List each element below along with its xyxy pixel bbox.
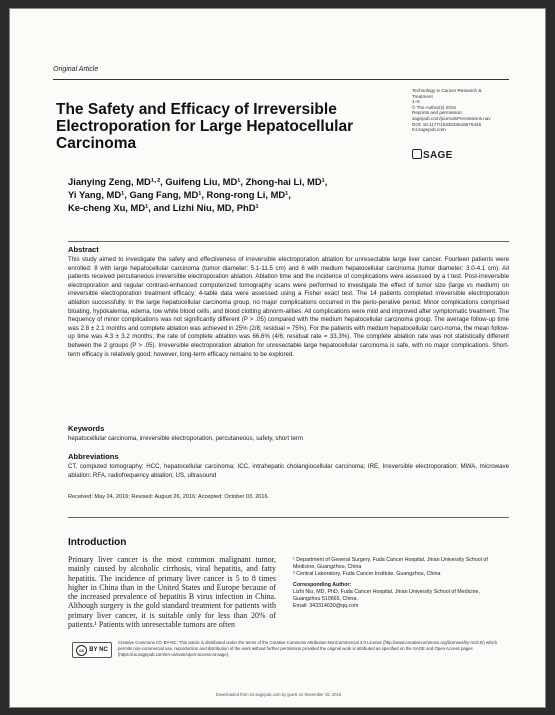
abbreviations-heading: Abbreviations — [68, 452, 119, 461]
cc-circle-icon: cc — [76, 645, 87, 656]
journal-info-line: 1–5 — [412, 99, 420, 105]
corresponding-text: Lizhi Niu, MD, PhD, Fuda Cancer Hospital, Jinan University School of Medicine, Guangzhou 510665, China. — [293, 589, 480, 602]
article-title: The Safety and Efficacy of Irreversible Electroporation for Large Hepatocellular Carcinoma — [56, 101, 354, 152]
email-text: Email: 343314630@qq.com — [293, 603, 359, 609]
journal-info-line: Reprints and permission: — [412, 110, 463, 116]
section-rule — [68, 517, 509, 518]
keywords-heading: Keywords — [68, 424, 105, 433]
received-dates: Received: May 24, 2016; Revised: August 26, 2016; Accepted: October 03, 2016. — [68, 494, 270, 500]
intro-heading: Introduction — [68, 537, 127, 548]
author-line: Jianying Zeng, MD¹·², Guifeng Liu, MD¹, Zhong-hai Li, MD¹, — [68, 176, 328, 187]
abstract-text: This study aimed to investigate the safety and effectiveness of irreversible electroporation ablation for unresectable large liver cancer. Fourteen patients were enrolled: 8 with large hepatocellular carcinoma (tumor diameter: 5.1-11.5 cm) and 6 with medium hepatocellular carcinoma (tumor diameter: 3.0-4.1 cm). All patients received percutaneous irreversible electroporation ablation. Ablation time and the incidence of complications were assessed by a t test. Post-irreversible electroporation and regular contrast-enhanced computerized tomography scans were performed to investigate the effect of tumor size (large vs medium) on irreversible electroporation treatment efficacy; 4-table data were assessed using a Fisher exact test. The 14 patients completed irreversible electroporation ablation successfully. In the large hepatocellular carcinoma group, no major complications occurred in the perio-perative period. Minor complications comprised bloating, hypokalemia, edema, low white blood cells, and blood clotting abnorm-alities. All complications were mild and improved after symptomatic treatment. The frequency of minor complications was not significantly different (P > .05) compared with the medium hepatocellular carcinoma group. The average follow-up time was 2.8 ± 2.1 months and complete ablation was achieved in 25% (2/8; residual = 75%). For the patients with medium hepatocellular carci-noma, the mean follow-up time was 4.3 ± 3.2 months; the rate of complete ablation was 66.6% (4/6; residual rate = 33.3%). The complete ablation rate was not statistically different between the 2 groups (P > .05). Irreversible electroporation ablation for unresectable large hepatocellular carcinoma is safe, with no major complications. Short-term efficacy is relatively good; however, long-term efficacy remains to be explored. — [68, 256, 509, 358]
author-line: Ke-cheng Xu, MD¹, and Lizhi Niu, MD, PhD¹ — [68, 202, 259, 213]
author-line: Yi Yang, MD¹, Gang Fang, MD¹, Rong-rong Li, MD¹, — [68, 189, 291, 200]
license-block — [72, 640, 509, 674]
author-list — [68, 175, 408, 214]
journal-info-line: tct.sagepub.com — [412, 127, 446, 133]
journal-info-line: Technology in Cancer Research & — [412, 88, 482, 93]
header-rule — [53, 79, 509, 80]
affiliation: ¹ Department of General Surgery, Fuda Cancer Hospital, Jinan University School of Medicine, Guangzhou, China — [293, 557, 488, 570]
abstract-heading: Abstract — [68, 245, 99, 254]
cc-badge-text: BY NC — [89, 647, 108, 653]
journal-info-line: sagepub.com/journalsPermissions.nav — [412, 115, 491, 121]
publisher-logo — [412, 149, 453, 161]
article-type: Original Article — [53, 66, 99, 73]
article-page — [9, 8, 546, 708]
keywords-text: hepatocellular carcinoma, irreversible electroporation, percutaneous, safety, short term — [68, 435, 304, 442]
affiliation: ² Central Laboratory, Fuda Cancer Institute, Guangzhou, China — [293, 571, 441, 577]
intro-text: Primary liver cancer is the most common malignant tumor, mainly caused by alcoholic cirrhosis, viral hepatitis, and fatty hepatitis. The incidence of primary liver cancer is 5 to 8 times higher in China than in the United States and Europe because of the increased prevalence of hepatitis B virus infection in China. Although surgery is the gold standard treatment for patients with primary liver cancer, it is suitable only for less than 20% of patients.¹ Patients with unresectable tumors are often — [68, 555, 276, 630]
journal-info-line: © The Author(s) 2016 — [412, 104, 456, 110]
sage-logo-icon — [412, 149, 422, 159]
affiliations — [293, 557, 508, 610]
section-rule — [68, 241, 509, 242]
journal-info — [412, 88, 522, 133]
publisher-name: SAGE — [423, 150, 453, 161]
journal-info-line: DOI: 10.1177/1533034616676445 — [412, 121, 482, 127]
corresponding-heading: Corresponding Author: — [293, 582, 352, 588]
cc-license-icon — [72, 642, 112, 658]
abbreviations-text: CT, computed tomography; HCC, hepatocellular carcinoma; ICC, intrahepatic cholangiocellular carcinoma; IRE, Irreversible electroporation; MWA, microwave ablation; RFA, radiofrequency ablation; US, ultrasound — [68, 463, 509, 479]
download-note: Downloaded from tct.sagepub.com by guest on November 15, 2016 — [215, 692, 342, 697]
license-text: Creative Commons CC-BY-NC: This article is distributed under the terms of the Creative Commons Attribution-NonCommercial 3.0 License (http://www.creativecommons.org/licenses/by-nc/3.0/) which permits non-commercial use, reproduction and distribution of the work without further permission provided the original work is attributed as specified on the SAGE and Open Access pages (https://us.sagepub.com/en-us/nam/open-access-at-sage). — [118, 640, 497, 657]
journal-info-line: Treatment — [412, 93, 433, 99]
